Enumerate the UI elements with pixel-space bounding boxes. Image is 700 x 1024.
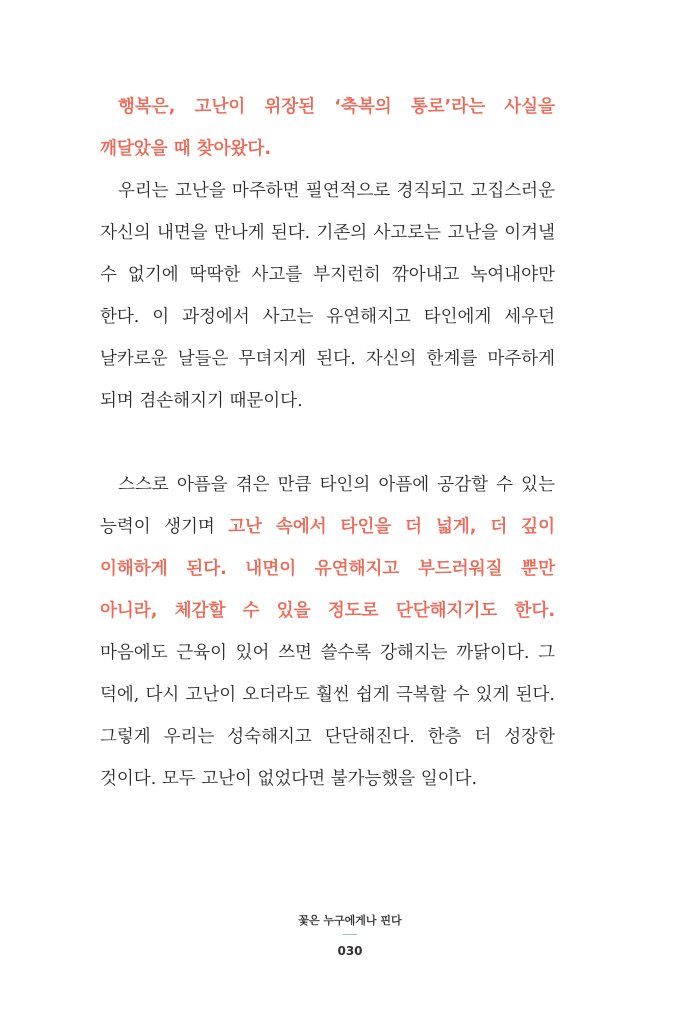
book-title: 꽃은 누구에게나 핀다 <box>298 914 402 927</box>
page-body <box>100 86 555 800</box>
highlighted-text: 고난 속에서 타인을 더 넓게, 더 깊이 이해하게 된다. 내면이 유연해지고 부드러워질 뿐만 아니라, 체감할 수 있을 정도로 단단해지기도 한다. <box>100 517 555 621</box>
body-text: 스스로 아픔을 겪은 만큼 타인의 아픔에 공감할 수 있는 능력이 생기며 <box>100 475 555 537</box>
body-text: 우리는 고난을 마주하면 필연적으로 경직되고 고집스러운 자신의 내면을 만나게 된다. 기존의 사고로는 고난을 이겨낼 수 없기에 딱딱한 사고를 부지런히 깎아내고 녹여내야만 한다. 이 과정에서 사고는 유연해지고 타인에게 세우던 날카로운 날들은 무뎌지게 된다. 자신의 한계를 마주하게 되며 겸손해지기 때문이다. <box>100 181 555 411</box>
highlighted-text: 행복은, 고난이 위장된 ‘축복의 통로’라는 사실을 깨달았을 때 찾아왔다. <box>100 97 555 159</box>
body-paragraph <box>100 170 555 422</box>
body-paragraph <box>100 464 555 800</box>
highlight-heading-paragraph <box>100 86 555 170</box>
page-number: 030 <box>337 944 363 958</box>
body-text: 마음에도 근육이 있어 쓰면 쓸수록 강해지는 까닭이다. 그 덕에, 다시 고난이 오더라도 훨씬 쉽게 극복할 수 있게 된다. 그렇게 우리는 성숙해지고 단단해진다. 한층 더 성장한 것이다. 모두 고난이 없었다면 불가능했을 일이다. <box>100 643 555 789</box>
footer-divider <box>343 934 357 935</box>
